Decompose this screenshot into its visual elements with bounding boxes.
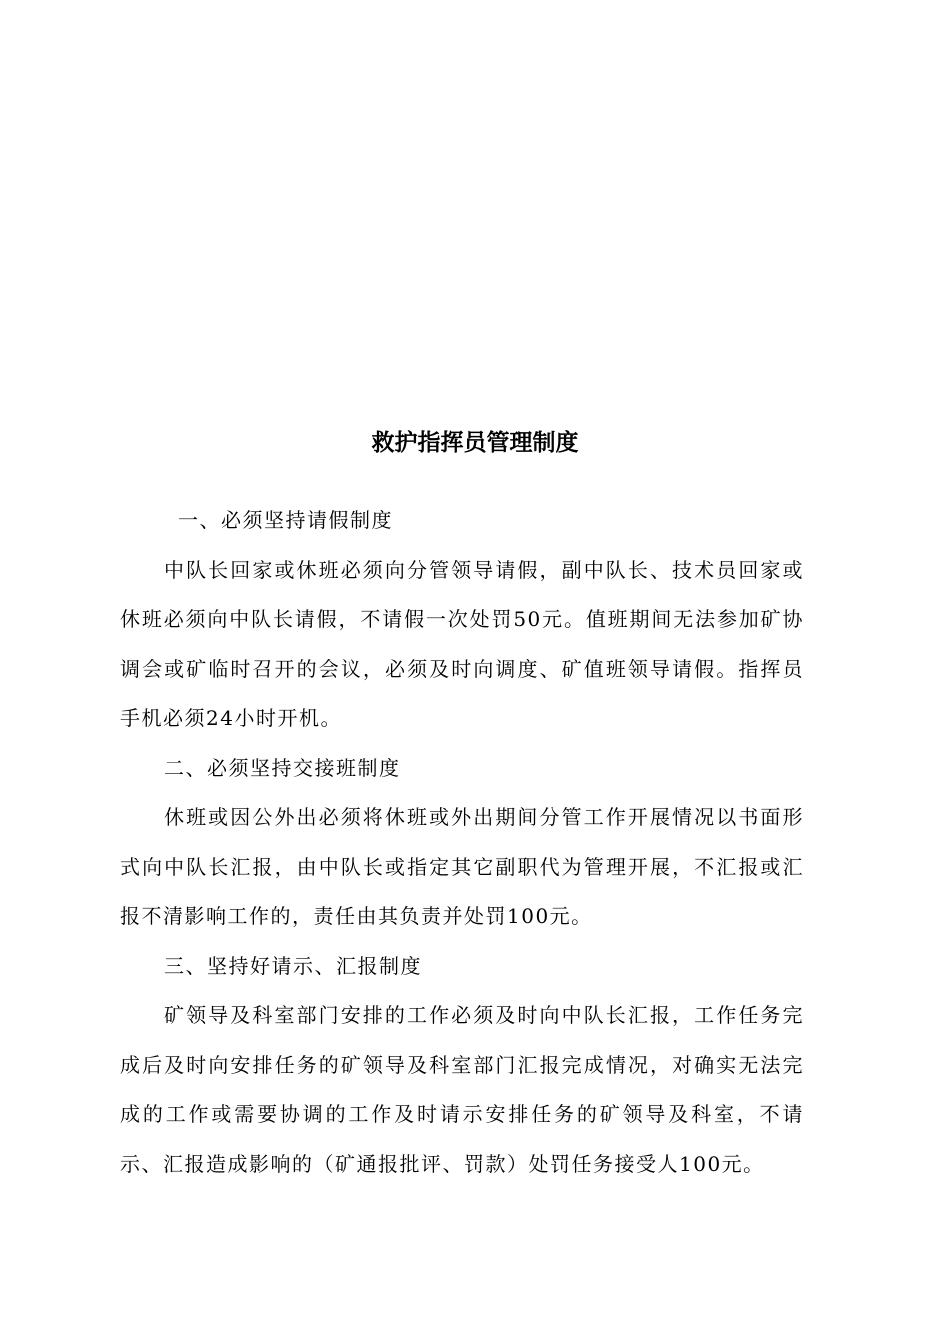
document-body (120, 496, 804, 1189)
section-heading-leave: 一、必须坚持请假制度 (178, 508, 393, 532)
section-heading-handover: 二、必须坚持交接班制度 (164, 755, 401, 780)
section-heading-reporting: 三、坚持好请示、汇报制度 (164, 953, 422, 978)
section-body-reporting: 矿领导及科室部门安排的工作必须及时向中队长汇报，工作任务完成后及时向安排任务的矿领导及科室部门汇报完成情况，对确实无法完成的工作或需要协调的工作及时请示安排任务的矿领导及科室，不请示、汇报造成影响的（矿通报批评、罚款）处罚任务接受人100元。 (120, 1003, 804, 1176)
document-title: 救护指挥员管理制度 (371, 430, 579, 456)
section-body-leave: 中队长回家或休班必须向分管领导请假，副中队长、技术员回家或休班必须向中队长请假，不请假一次处罚50元。值班期间无法参加矿协调会或矿临时召开的会议，必须及时向调度、矿值班领导请假。指挥员手机必须24小时开机。 (120, 557, 804, 730)
section-body-handover: 休班或因公外出必须将休班或外出期间分管工作开展情况以书面形式向中队长汇报，由中队长或指定其它副职代为管理开展，不汇报或汇报不清影响工作的，责任由其负责并处罚100元。 (120, 805, 804, 928)
